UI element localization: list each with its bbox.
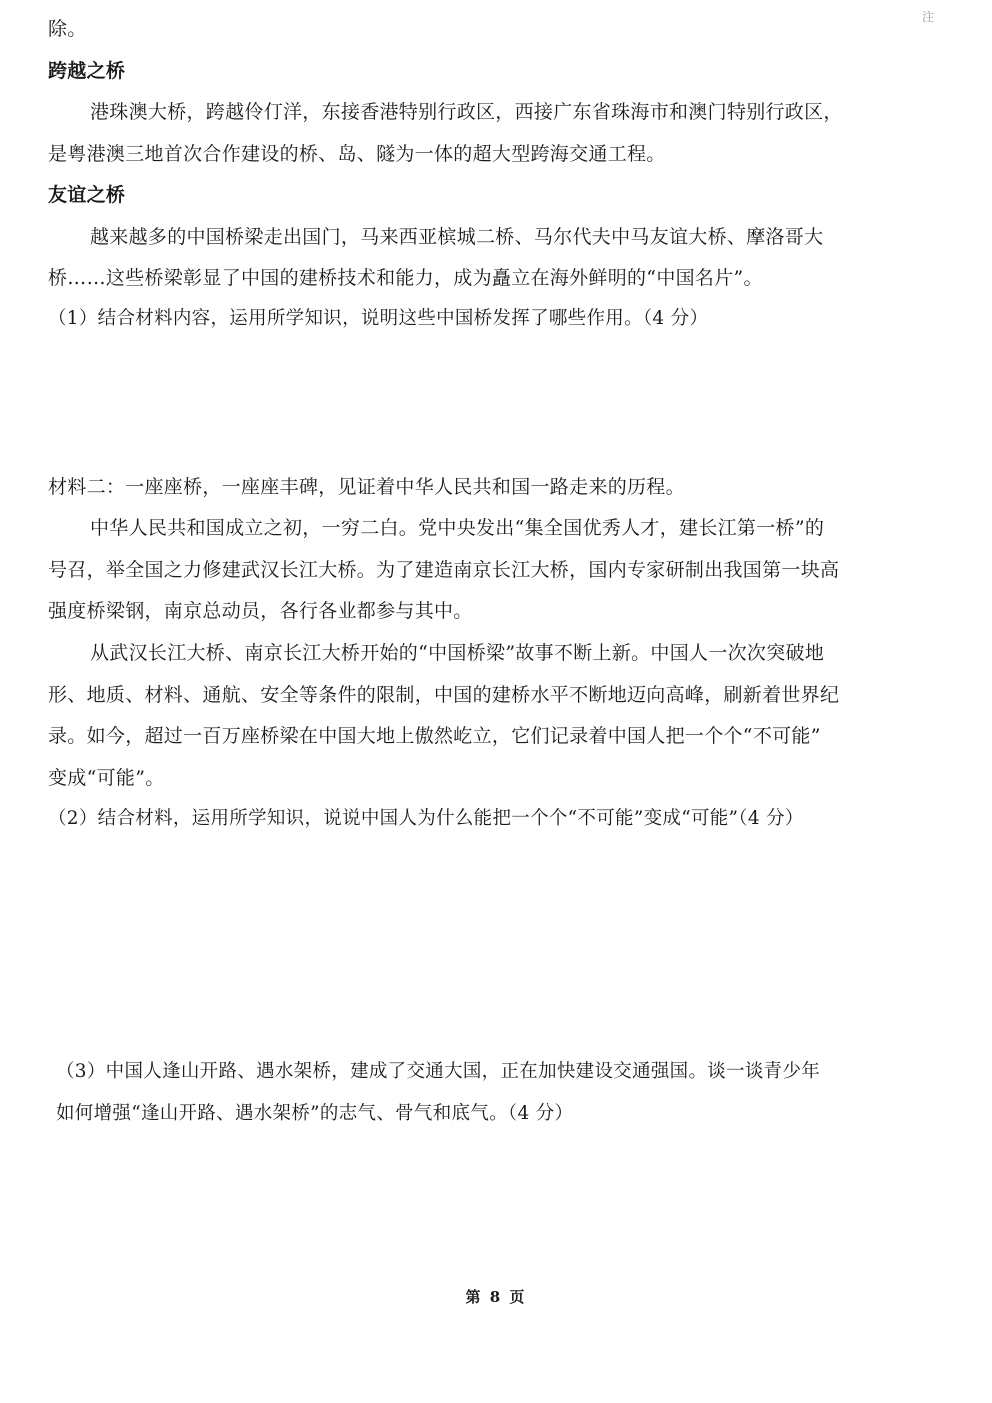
text-line: 录。如今，超过一百万座桥梁在中国大地上傲然屹立，它们记录着中国人把一个个“不可能” <box>48 725 821 747</box>
text-line: 是粤港澳三地首次合作建设的桥、岛、隧为一体的超大型跨海交通工程。 <box>48 143 666 165</box>
text-line: 中华人民共和国成立之初，一穷二白。党中央发出“集全国优秀人才，建长江第一桥”的 <box>90 517 825 539</box>
text-line: 强度桥梁钢，南京总动员，各行各业都参与其中。 <box>48 600 473 622</box>
section-heading-crossing-bridge: 跨越之桥 <box>48 60 126 82</box>
question-3-line-1: （3）中国人逢山开路、遇水架桥，建成了交通大国，正在加快建设交通强国。谈一谈青少年 <box>56 1061 821 1082</box>
text-line: 越来越多的中国桥梁走出国门，马来西亚槟城二桥、马尔代夫中马友谊大桥、摩洛哥大 <box>90 226 824 248</box>
question-2: （2）结合材料，运用所学知识，说说中国人为什么能把一个个“不可能”变成“可能”（4 分） <box>48 808 804 829</box>
text-line: 号召，举全国之力修建武汉长江大桥。为了建造南京长江大桥，国内专家研制出我国第一块高 <box>48 559 840 581</box>
question-1: （1）结合材料内容，运用所学知识，说明这些中国桥发挥了哪些作用。（4 分） <box>48 308 709 329</box>
section-heading-friendship-bridge: 友谊之桥 <box>48 184 126 206</box>
text-line: 变成“可能”。 <box>48 767 165 789</box>
text-line: 形、地质、材料、通航、安全等条件的限制，中国的建桥水平不断地迈向高峰，刷新着世界纪 <box>48 684 840 706</box>
text-line: 从武汉长江大桥、南京长江大桥开始的“中国桥梁”故事不断上新。中国人一次次突破地 <box>90 642 825 664</box>
text-line: 除。 <box>48 18 87 40</box>
text-line: 桥……这些桥梁彰显了中国的建桥技术和能力，成为矗立在海外鲜明的“中国名片”。 <box>48 267 763 289</box>
text-line: 港珠澳大桥，跨越伶仃洋，东接香港特别行政区，西接广东省珠海市和澳门特别行政区， <box>90 101 843 123</box>
page-number: 第 8 页 <box>465 1288 527 1306</box>
question-3-line-2: 如何增强“逢山开路、遇水架桥”的志气、骨气和底气。（4 分） <box>56 1103 574 1124</box>
corner-mark: 注 <box>922 10 935 24</box>
material-two-intro: 材料二：一座座桥，一座座丰碑，见证着中华人民共和国一路走来的历程。 <box>48 476 685 498</box>
